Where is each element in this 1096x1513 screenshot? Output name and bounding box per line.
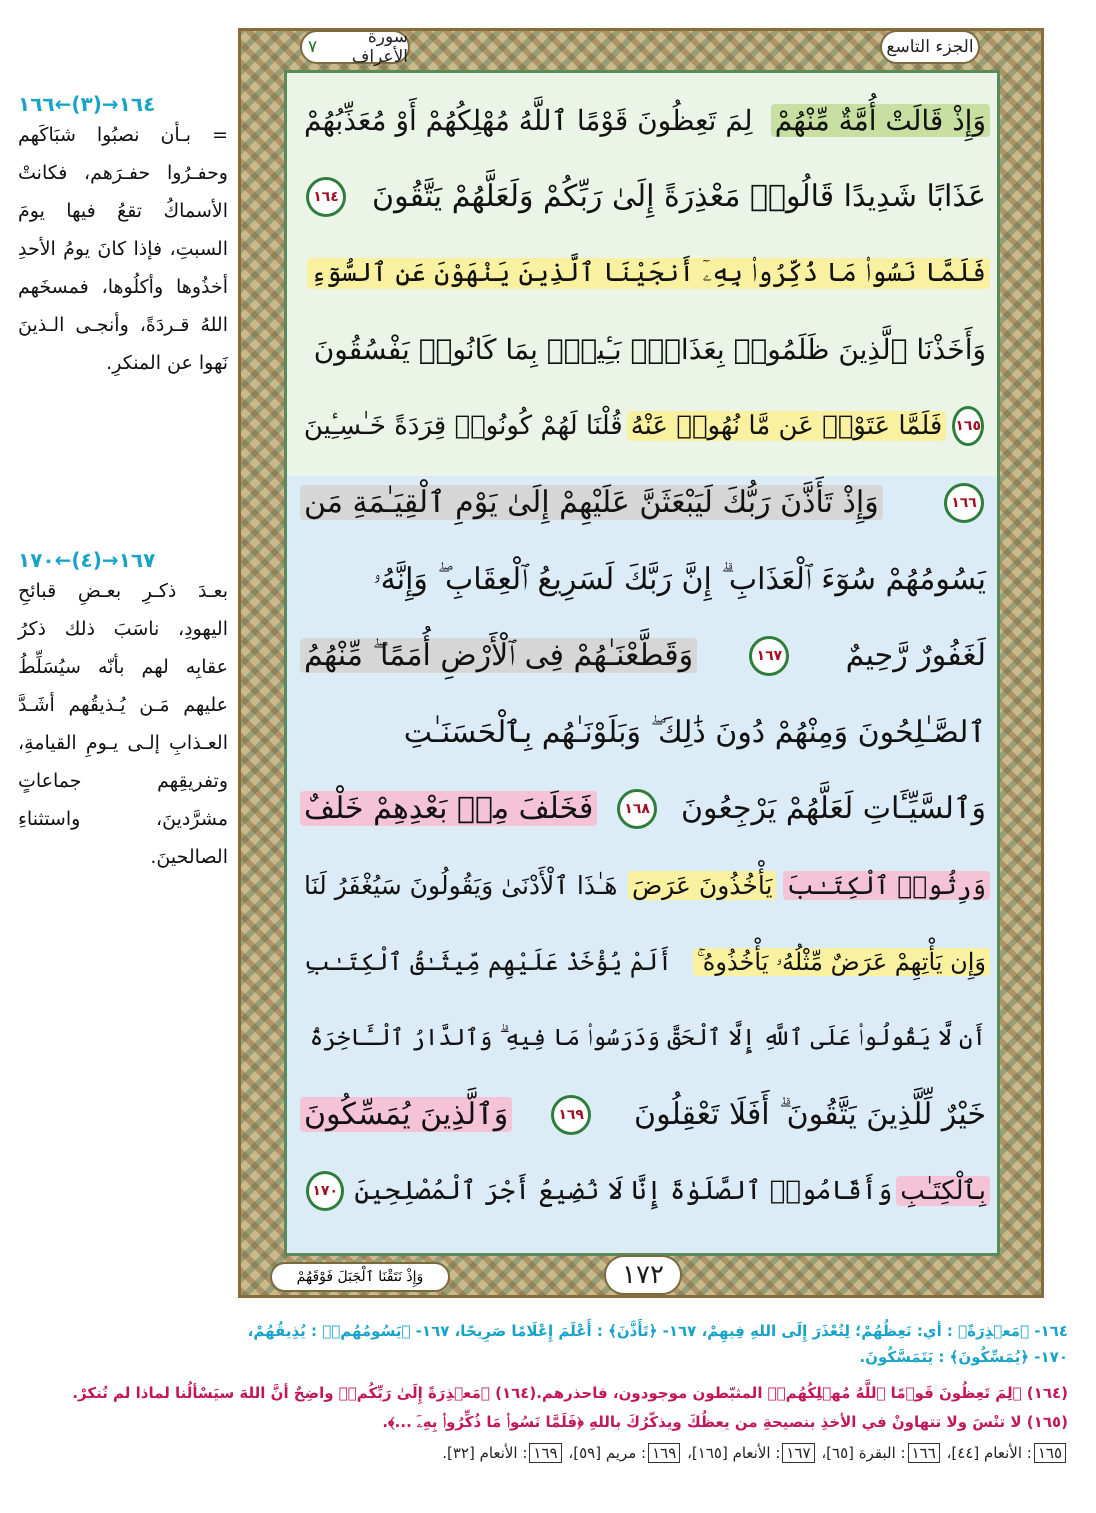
- verse-line: [300, 626, 990, 686]
- catchword-text: وَإِذْ نَتَقْنَا ٱلْجَبَلَ فَوْقَهُمْ: [296, 1269, 424, 1285]
- page-number: [604, 1255, 682, 1295]
- verse-segment: وَإِن يَأْتِهِمْ عَرَضٌ مِّثْلُهُۥ يَأْخُذُوهُ ۚ: [693, 948, 990, 976]
- verse-segment: وَٱلَّذِينَ يُمَسِّكُونَ: [300, 1097, 512, 1132]
- ref-ayah: ١٦٥: [1034, 1443, 1066, 1463]
- verse-segment: يَأْخُذُونَ عَرَضَ: [628, 871, 776, 900]
- verse-segment: ٱلصَّـٰلِحُونَ وَمِنْهُمْ دُونَ ذَٰلِكَ ۖ وَبَلَوْنَـٰهُم بِٱلْحَسَنَـٰتِ: [403, 714, 986, 750]
- verse-segment: أَلَمْ يُؤْخَذْ عَلَيْهِم مِّيثَـٰقُ ٱلْكِتَـٰبِ: [304, 947, 673, 976]
- ref-ayah: ١٦٦: [908, 1443, 940, 1463]
- verse-line: [300, 779, 990, 839]
- verse-line: [300, 1161, 990, 1221]
- verse-segment: وَرِثُوا۟ ٱلْكِتَـٰبَ: [783, 871, 990, 900]
- verse-line: [300, 702, 990, 762]
- note-lesson: (١٦٤) ﴿لِمَ تَعِظُونَ قَوۡمًا ٱللَّهُ مُهۡلِكُهُمۡ﴾ المثبّطون موجودون، فاحذرهم.(١٦٤) ﴿مَعۡذِرَةً إِلَىٰ رَبِّكُمۡ﴾ واضِحٌ أنَّ اللهَ سيَسْألُنا لماذا لم نُنكرْ.: [72, 1384, 1068, 1402]
- verse-segment: لِمَ تَعِظُونَ قَوْمًا ٱللَّهُ مُهْلِكُهُمْ أَوْ مُعَذِّبُهُمْ: [304, 103, 753, 137]
- ref-ayah: ١٦٩: [529, 1443, 561, 1463]
- surah-number: ٧: [308, 37, 318, 57]
- ayah-marker: ١٦٥: [952, 406, 984, 446]
- juz-text: الجزء التاسع: [886, 37, 974, 57]
- verse-line: [300, 932, 990, 992]
- surah-label: [300, 27, 410, 67]
- ayah-marker: ١٦٩: [551, 1095, 591, 1135]
- ayah-marker: ١٧٠: [306, 1171, 344, 1211]
- note-vocabulary: ١٦٤- ﴿مَعۡذِرَةً﴾ : أي: نَعِظُهُمْ؛ لِنُعْذَرَ إِلَى اللهِ فِيهِمْ، ١٦٧- ﴿تَأَذَّنَ﴾ : أَعْلَمَ إِعْلَامًا صَرِيحًا، ١٦٧- ﴿يَسُومُهُمۡ﴾ : يُذِيقُهُمْ،: [247, 1322, 1068, 1340]
- verse-segment: فَلَمَّا عَتَوْا۟ عَن مَّا نُهُوا۟ عَنْهُ: [627, 411, 947, 441]
- cross-references: [442, 1444, 1068, 1462]
- ayah-marker: ١٦٧: [749, 636, 789, 676]
- verse-line: [300, 320, 990, 380]
- sidebar-ref: ١٦٤→(٣)←١٦٦: [18, 92, 156, 116]
- verse-line: [300, 90, 990, 150]
- page-number-text: ١٧٢: [622, 1260, 664, 1290]
- verse-segment: هَـٰذَا ٱلْأَدْنَىٰ وَيَقُولُونَ سَيُغْفَرُ لَنَا: [304, 870, 618, 900]
- verse-segment: وَإِذْ تَأَذَّنَ رَبُّكَ لَيَبْعَثَنَّ عَلَيْهِمْ إِلَىٰ يَوْمِ ٱلْقِيَـٰمَةِ مَن: [300, 485, 883, 520]
- verse-line: [300, 243, 990, 303]
- verse-segment: عَذَابًا شَدِيدًا قَالُوا۟ مَعْذِرَةً إِلَىٰ رَبِّكُمْ وَلَعَلَّهُمْ يَتَّقُونَ: [372, 179, 986, 214]
- ref-ayah: ١٦٩: [648, 1443, 680, 1463]
- verse-segment: وَٱلسَّيِّـَٔاتِ لَعَلَّهُمْ يَرْجِعُونَ: [680, 791, 986, 826]
- juz-label: [880, 30, 980, 64]
- verse-segment: خَيْرٌ لِّلَّذِينَ يَتَّقُونَ ۗ أَفَلَا تَعْقِلُونَ: [634, 1097, 986, 1132]
- sidebar-block-1: [18, 92, 228, 382]
- note-vocabulary: ١٧٠- ﴿يُمَسِّكُونَ﴾ : يَتَمَسَّكُونَ.: [859, 1348, 1068, 1366]
- verse-line: [300, 396, 990, 456]
- verse-segment: بِٱلْكِتَـٰبِ: [896, 1176, 990, 1206]
- sidebar-block-2: [18, 548, 228, 876]
- ref-text: : مريم [٥٩]،: [568, 1444, 647, 1462]
- verse-segment: قُلْنَا لَهُمْ كُونُوا۟ قِرَدَةً خَـٰسِـِٔينَ: [303, 411, 623, 441]
- verse-segment: فَلَمَّا نَسُوا۟ مَا ذُكِّرُوا۟ بِهِۦٓ أَنجَيْنَا ٱلَّذِينَ يَنْهَوْنَ عَنِ ٱلسُّوٓءِ: [307, 258, 990, 289]
- verse-segment: وَأَخَذْنَا ٱلَّذِينَ ظَلَمُوا۟ بِعَذَابٍۭ بَـِٔيسٍۭ بِمَا كَانُوا۟ يَفْسُقُونَ: [313, 333, 986, 366]
- ref-text: : الأنعام [٤٤]،: [946, 1444, 1032, 1462]
- surah-text: سورة الأعراف: [351, 27, 408, 67]
- sidebar-text: بعـدَ ذكـرِ بعـضِ قبائحِ اليهودِ، ناسَبَ ذلك ذكرُ عقابِه لهم بأنّه سيُسَلِّطُ عليهم مَـن يُـذيقُهم أشَـدَّ العـذابِ إلـى يـومِ القيامةِ، وتفريقِهم جماعاتٍ مشرَّدينَ، واستثناءِ الصالحينَ.: [18, 580, 228, 868]
- verse-line: [300, 473, 990, 533]
- ref-text: : الأنعام [٣٢].: [442, 1444, 528, 1462]
- ayah-marker: ١٦٤: [306, 177, 346, 217]
- verse-segment: أَن لَّا يَقُولُوا۟ عَلَى ٱللَّهِ إِلَّا ٱلْحَقَّ وَدَرَسُوا۟ مَا فِيهِ ۗ وَٱلدَّارُ ٱلْـَٔاخِرَةُ: [309, 1025, 986, 1051]
- verse-segment: يَسُومُهُمْ سُوٓءَ ٱلْعَذَابِ ۗ إِنَّ رَبَّكَ لَسَرِيعُ ٱلْعِقَابِ ۖ وَإِنَّهُۥ: [373, 561, 986, 597]
- verse-segment: فَخَلَفَ مِنۢ بَعْدِهِمْ خَلْفٌ: [300, 791, 597, 826]
- ref-text: : الأنعام [١٦٥]،: [687, 1444, 781, 1462]
- verse-segment: لَغَفُورٌ رَّحِيمٌ: [845, 638, 986, 673]
- ref-text: : البقرة [٦٥]،: [821, 1444, 906, 1462]
- ref-ayah: ١٦٧: [782, 1443, 814, 1463]
- catchword: [270, 1262, 450, 1292]
- verse-line: [300, 167, 990, 227]
- verse-segment: وَأَقَامُوا۟ ٱلصَّلَوٰةَ إِنَّا لَا نُضِيعُ أَجْرَ ٱلْمُصْلِحِينَ: [354, 1176, 893, 1206]
- ayah-marker: ١٦٨: [617, 789, 657, 829]
- verse-line: [300, 855, 990, 915]
- verse-segment: وَإِذْ قَالَتْ أُمَّةٌ مِّنْهُمْ: [771, 104, 990, 137]
- verse-line: [300, 1008, 990, 1068]
- ayah-marker: ١٦٦: [944, 483, 984, 523]
- verse-segment: وَقَطَّعْنَـٰهُمْ فِى ٱلْأَرْضِ أُمَمًا ۖ مِّنْهُمُ: [300, 638, 697, 673]
- verse-line: [300, 1085, 990, 1145]
- sidebar-ref: ١٦٧→(٤)←١٧٠: [18, 548, 156, 572]
- sidebar-text: = بـأن نصبُوا شبَاكَهم وحفـرُوا حفـرَهم، فكانتْ الأسماكُ تقعُ فيها يومَ السبتِ، فإذا كانَ يومُ الأحدِ أخذُوها وأكلُوها، فمسخَهم اللهُ قـردَةً، وأنجـى الـذينَ نَهوا عن المنكرِ.: [18, 124, 228, 374]
- verse-line: [300, 549, 990, 609]
- note-lesson: (١٦٥) لا تنْسَ ولا تتهاونْ في الأخذِ بنصيحةِ من يعظُكَ ويذكّرُكَ باللهِ ﴿فَلَمَّا نَسُوا۟ مَا ذُكِّرُوا۟ بِهِۦٓ ...﴾.: [382, 1413, 1068, 1431]
